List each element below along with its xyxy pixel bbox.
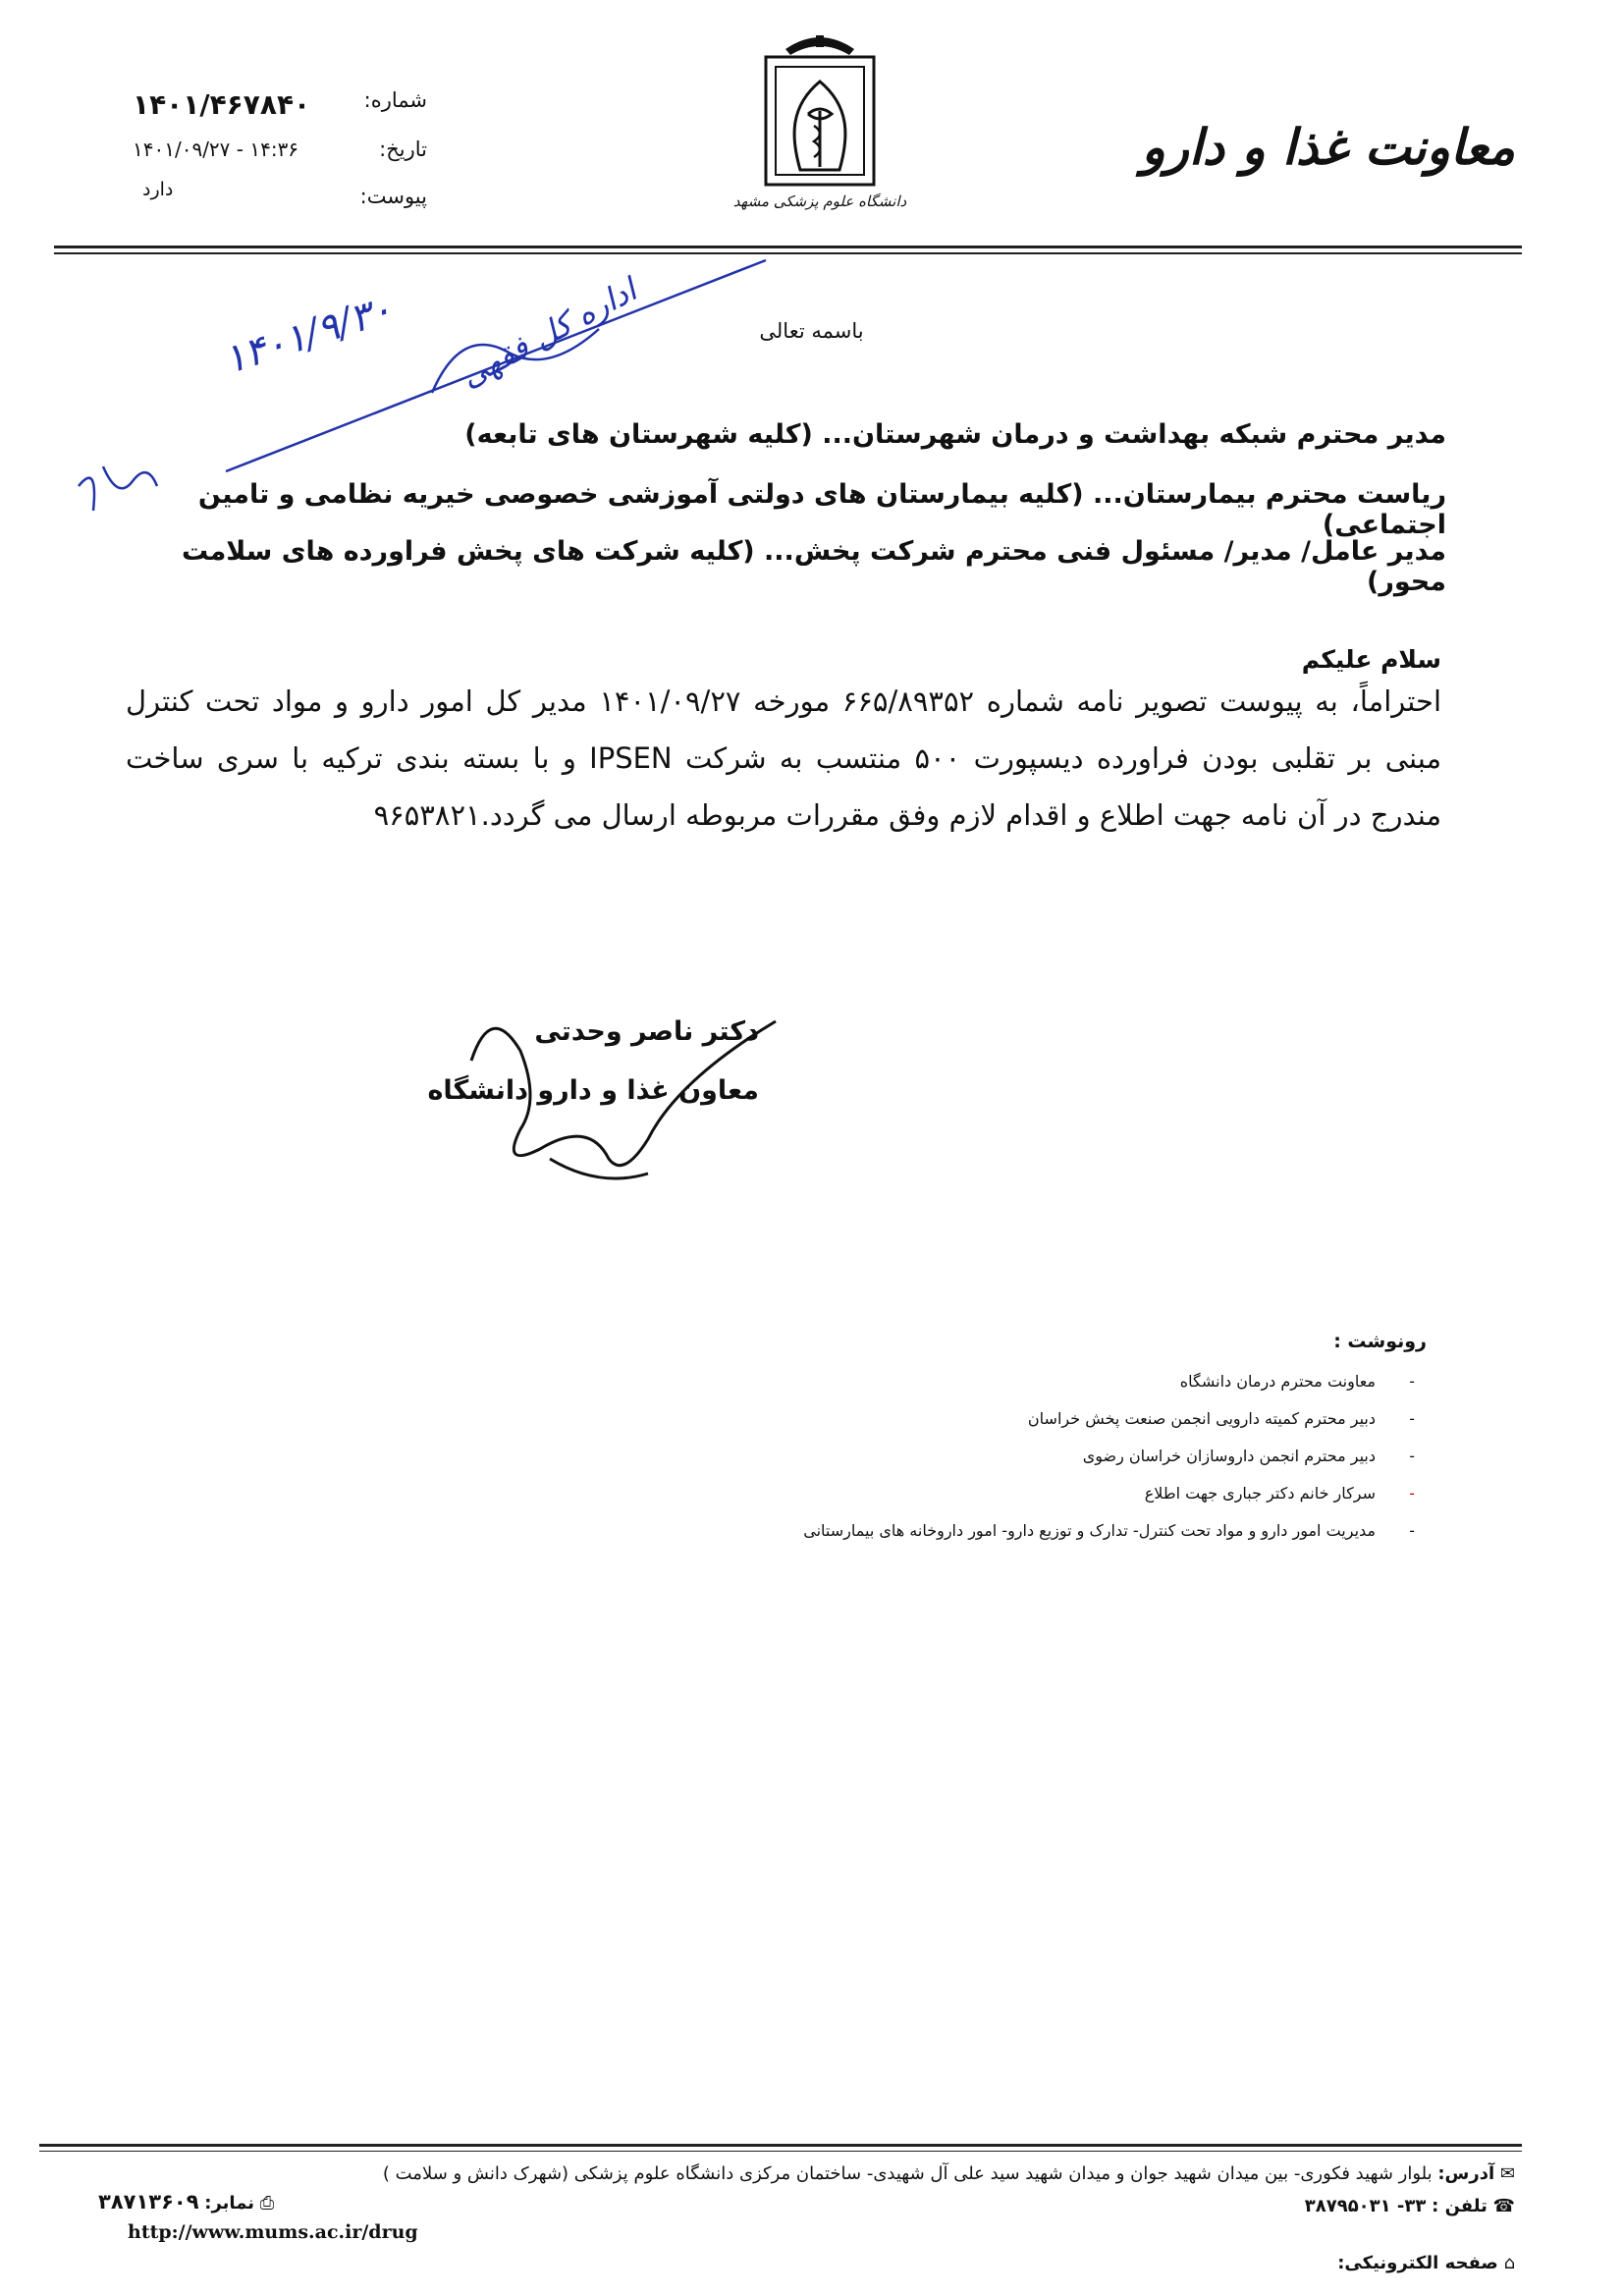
footer-phone-label: تلفن : <box>1432 2196 1488 2216</box>
letter-number-value: ۱۴۰۱/۴۶۷۸۴۰ <box>133 88 311 121</box>
footer-divider-thin <box>39 2151 1522 2152</box>
footer-phone-row <box>1305 2196 1515 2216</box>
cc-item: - دبیر محترم کمیته دارویی انجمن صنعت پخش خراسان <box>1027 1409 1415 1428</box>
footer-phone: ۳۳- ۳۸۷۹۵۰۳۱ <box>1304 2196 1427 2216</box>
cc-item: - مدیریت امور دارو و مواد تحت کنترل- تدارک و توزیع دارو- امور داروخانه های بیمارستانی <box>803 1521 1415 1540</box>
greeting: سلام علیکم <box>1301 645 1441 674</box>
footer-web-row <box>1337 2253 1515 2273</box>
addressee-line: مدیر محترم شبکه بهداشت و درمان شهرستان... (کلیه شهرستان های تابعه) <box>464 419 1446 450</box>
footer-web-label: صفحه الکترونیکی: <box>1337 2253 1498 2273</box>
letter-attachment-row <box>133 179 427 218</box>
footer-address-row <box>239 2163 1515 2184</box>
addressee-line: مدیر عامل/ مدیر/ مسئول فنی محترم شرکت پخش... (کلیه شرکت های پخش فراورده های سلامت محور) <box>181 536 1446 597</box>
letter-body: احتراماً، به پیوست تصویر نامه شماره ۶۶۵/۸۹۳۵۲ مورخه ۱۴۰۱/۰۹/۲۷ مدیر کل امور دارو و مواد تحت کنترل مبنی بر تقلبی بودن فراورده دیسپورت ۵۰۰ منتسب به شرکت IPSEN و با بسته بندی ترکیه با سری ساخت مندرج در آن نامه جهت اطلاع و اقدام لازم وفق مقررات مربوطه ارسال می گردد.۹۶۵۳۸۲۱ <box>126 684 1441 832</box>
web-icon: ⌂ <box>1503 2253 1515 2273</box>
department-title: معاونت غذا و دارو <box>1141 118 1515 176</box>
letter-date-label: تاریخ: <box>379 137 427 161</box>
footer-divider <box>39 2144 1522 2147</box>
cc-item: - سرکار خانم دکتر جباری جهت اطلاع <box>1144 1484 1415 1503</box>
letter-attachment-label: پیوست: <box>359 185 427 208</box>
footer-website-link[interactable]: http://www.mums.ac.ir/drug <box>128 2221 418 2243</box>
header-divider <box>54 246 1522 248</box>
header-divider-thin <box>54 252 1522 254</box>
signer-title: معاون غذا و دارو دانشگاه <box>427 1075 759 1106</box>
cc-item: - معاونت محترم درمان دانشگاه <box>1179 1372 1415 1391</box>
footer-fax-label: نمابر: <box>204 2193 255 2214</box>
letter-date-value: ۱۴۰۱/۰۹/۲۷ - ۱۴:۳۶ <box>133 137 299 161</box>
phone-icon: ☎ <box>1492 2196 1515 2216</box>
fax-icon: ⎙ <box>259 2193 275 2214</box>
handwritten-note: اداره کل فقهی <box>454 270 643 396</box>
footer-address: بلوار شهید فکوری- بین میدان شهید جوان و میدان شهید سید علی آل شهیدی- ساختمان مرکزی دانشگاه علوم پزشکی (شهرک دانش و سلامت ) <box>382 2163 1433 2184</box>
letter-number-row <box>133 88 427 128</box>
letter-date-row <box>133 137 427 171</box>
footer-address-label: آدرس: <box>1437 2163 1495 2184</box>
addressee-line: ریاست محترم بیمارستان... (کلیه بیمارستان های دولتی آموزشی خصوصی خیریه نظامی و تامین اجتماعی) <box>197 479 1446 540</box>
university-logo <box>731 27 908 234</box>
basmala-heading: باسمه تعالی <box>759 319 864 343</box>
footer-fax-row <box>98 2190 274 2214</box>
mail-icon: ✉ <box>1499 2163 1515 2184</box>
cc-item: - دبیر محترم انجمن داروسازان خراسان رضوی <box>1082 1447 1415 1465</box>
signer-name: دکتر ناصر وحدتی <box>534 1016 759 1047</box>
handwritten-date: ۱۴۰۱/۹/۳۰ <box>218 286 399 384</box>
footer-fax: ۳۸۷۱۳۶۰۹ <box>98 2190 199 2214</box>
cc-heading: رونوشت : <box>1333 1331 1427 1352</box>
letter-attachment-value: دارد <box>142 179 174 200</box>
cc-list <box>803 1363 1415 1550</box>
letter-number-label: شماره: <box>363 88 427 112</box>
logo-caption: دانشگاه علوم پزشکی مشهد <box>732 192 907 210</box>
